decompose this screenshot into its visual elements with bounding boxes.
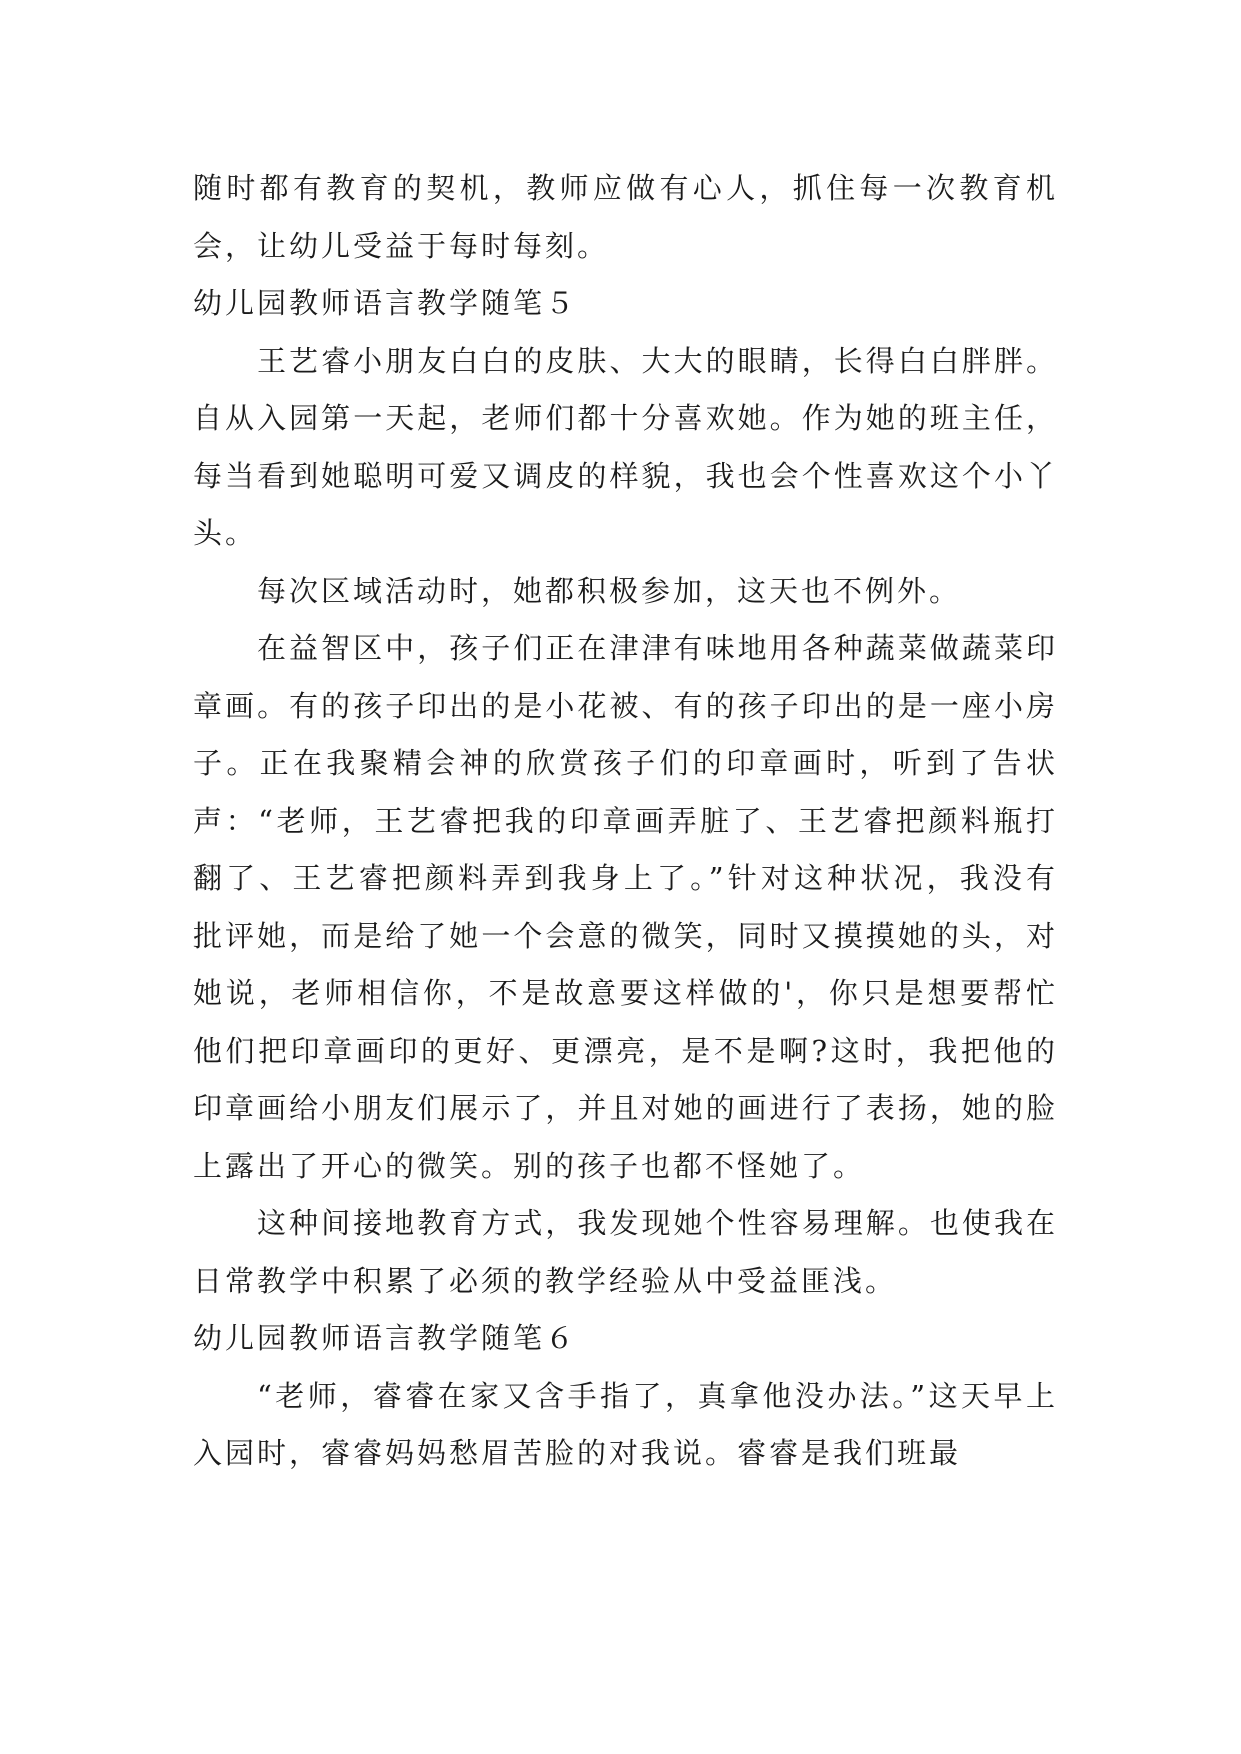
paragraph: 每次区域活动时，她都积极参加，这天也不例外。 <box>257 573 962 608</box>
section-heading-5: 幼儿园教师语言教学随笔５ <box>193 286 578 320</box>
paragraph: 这种间接地教育方式，我发现她个性容易理解。也使我在日常教学中积累了必须的教学经验从中受益匪浅。 <box>193 1206 1058 1298</box>
paragraph-continuation: 随时都有教育的契机，教师应做有心人，抓住每一次教育机会，让幼儿受益于每时每刻。 <box>193 171 1058 263</box>
paragraph: 王艺睿小朋友白白的皮肤、大大的眼睛，长得白白胖胖。自从入园第一天起，老师们都十分喜欢她。作为她的班主任，每当看到她聪明可爱又调皮的样貌，我也会个性喜欢这个小丫头。 <box>193 343 1058 550</box>
paragraph: “老师，睿睿在家又含手指了，真拿他没办法。”这天早上入园时，睿睿妈妈愁眉苦脸的对我说。睿睿是我们班最 <box>193 1378 1058 1470</box>
paragraph: 在益智区中，孩子们正在津津有味地用各种蔬菜做蔬菜印章画。有的孩子印出的是小花被、有的孩子印出的是一座小房子。正在我聚精会神的欣赏孩子们的印章画时，听到了告状声：“老师，王艺睿把我的印章画弄脏了、王艺睿把颜料瓶打翻了、王艺睿把颜料弄到我身上了。”针对这种状况，我没有批评她，而是给了她一个会意的微笑，同时又摸摸她的头，对她说，老师相信你，不是故意要这样做的'，你只是想要帮忙他们把印章画印的更好、更漂亮，是不是啊?这时，我把他的印章画给小朋友们展示了，并且对她的画进行了表扬，她的脸上露出了开心的微笑。别的孩子也都不怪她了。 <box>193 631 1058 1183</box>
document-body <box>193 160 1058 1483</box>
section-heading-6: 幼儿园教师语言教学随笔６ <box>193 1321 578 1355</box>
